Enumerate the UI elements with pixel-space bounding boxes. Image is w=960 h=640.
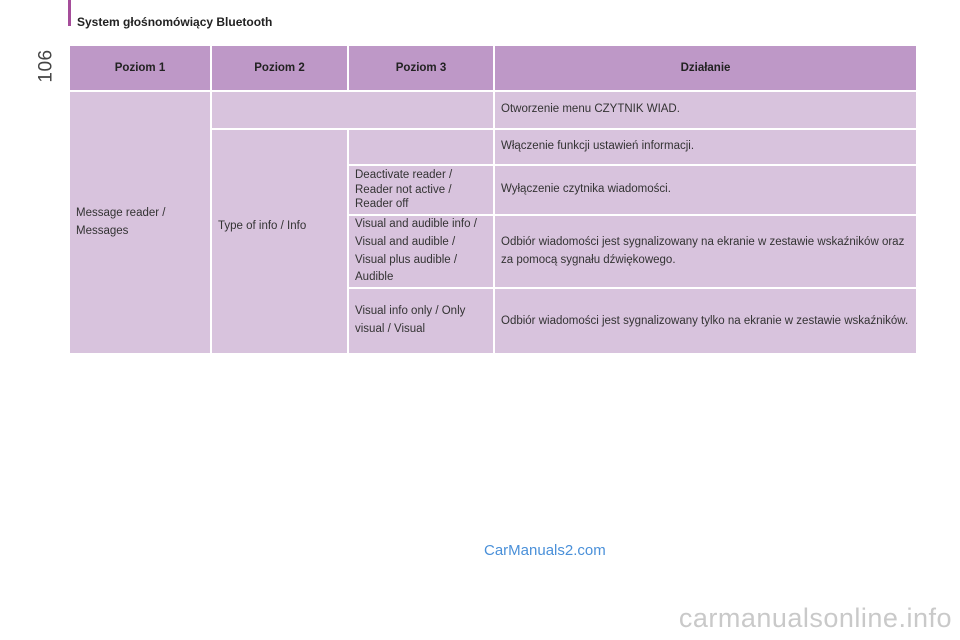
level3-cell: Deactivate reader / Reader not active / Reader off bbox=[348, 165, 494, 215]
level2-cell bbox=[211, 129, 348, 354]
column-header-poziom-1: Poziom 1 bbox=[69, 45, 211, 91]
empty-level3-cell bbox=[348, 129, 494, 165]
action-cell: Otworzenie menu CZYTNIK WIAD. bbox=[494, 91, 917, 129]
column-header-poziom-3: Poziom 3 bbox=[348, 45, 494, 91]
menu-table bbox=[68, 44, 918, 355]
action-cell: Odbiór wiadomości jest sygnalizowany tylko na ekranie w zestawie wskaźników. bbox=[494, 288, 917, 354]
menu-table-container bbox=[68, 44, 916, 355]
table-header-row bbox=[69, 45, 917, 91]
page-number: 106 bbox=[35, 49, 57, 83]
page-title: System głośnomówiący Bluetooth bbox=[77, 15, 273, 29]
table-row bbox=[69, 91, 917, 129]
column-header-dzialanie: Działanie bbox=[494, 45, 917, 91]
empty-merged-cell bbox=[211, 91, 494, 129]
level3-cell: Visual info only / Only visual / Visual bbox=[348, 288, 494, 354]
accent-bar bbox=[68, 0, 71, 26]
action-cell: Wyłączenie czytnika wiadomości. bbox=[494, 165, 917, 215]
column-header-poziom-2: Poziom 2 bbox=[211, 45, 348, 91]
level1-text: Message reader / Messages bbox=[76, 207, 166, 237]
watermark-carmanuals2: CarManuals2.com bbox=[484, 542, 606, 559]
watermark-carmanualsonline: carmanualsonline.info bbox=[678, 603, 952, 633]
level3-cell: Visual and audible info / Visual and audible / Visual plus audible / Audible bbox=[348, 215, 494, 288]
action-cell: Odbiór wiadomości jest sygnalizowany na ekranie w zestawie wskaźników oraz za pomocą sygnału dźwiękowego. bbox=[494, 215, 917, 288]
level1-cell bbox=[69, 91, 211, 354]
action-cell: Włączenie funkcji ustawień informacji. bbox=[494, 129, 917, 165]
level2-text: Type of info / Info bbox=[218, 220, 307, 232]
